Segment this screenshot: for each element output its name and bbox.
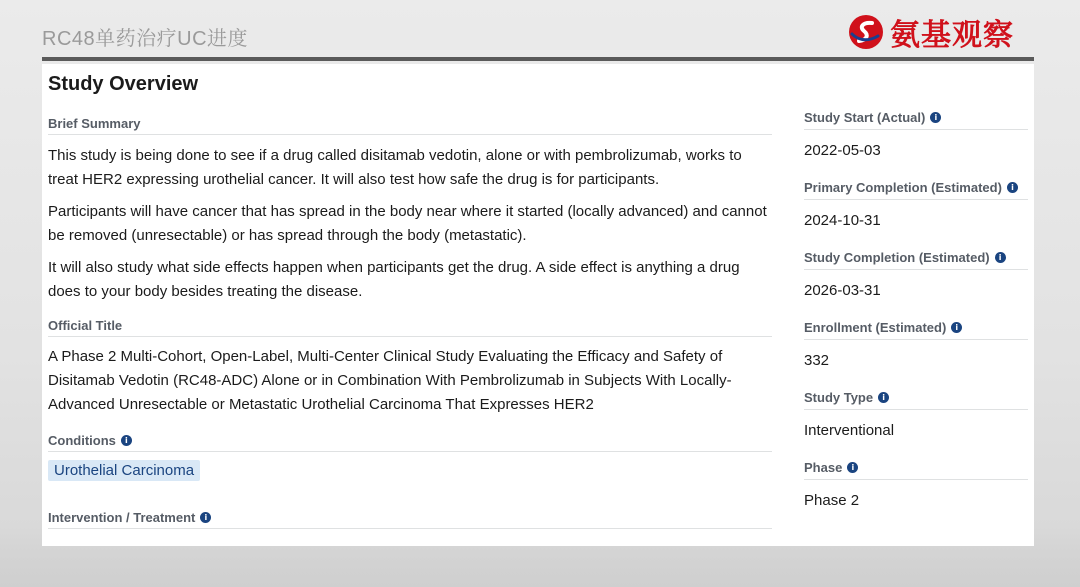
conditions-label: Conditions i xyxy=(48,433,772,452)
brief-summary-paragraph: It will also study what side effects happen when participants get the drug. A side effect is anything a drug does to your body besides treating the disease. xyxy=(48,259,740,300)
info-icon[interactable]: i xyxy=(847,462,858,473)
fact-label: Study Completion (Estimated) i xyxy=(804,250,1028,270)
section-heading: Study Overview xyxy=(48,73,199,95)
logo-mark-icon xyxy=(848,14,884,50)
fact-value: 2022-05-03 xyxy=(804,142,881,159)
slide-title: RC48单药治疗UC进度 xyxy=(42,28,249,50)
fact-item xyxy=(804,180,1028,229)
study-overview-panel xyxy=(42,64,1034,546)
fact-value: 2024-10-31 xyxy=(804,212,881,229)
fact-value: 2026-03-31 xyxy=(804,282,881,299)
info-icon[interactable]: i xyxy=(1007,182,1018,193)
official-title-text: A Phase 2 Multi-Cohort, Open-Label, Multi-Center Clinical Study Evaluating the Efficacy and Safety of Disitamab Vedotin (RC48-ADC) Alone or in Combination With Pembrolizumab in Subjects With Locally-Advanced Unresectable or Metastatic Urothelial Carcinoma That Expresses HER2 xyxy=(48,348,732,413)
brief-summary-label: Brief Summary xyxy=(48,116,772,135)
intervention-label: Intervention / Treatment i xyxy=(48,510,772,529)
brief-summary-paragraph: This study is being done to see if a drug called disitamab vedotin, alone or with pembrolizumab, works to treat HER2 expressing urothelial cancer. It will also test how safe the drug is for participants. xyxy=(48,147,742,188)
fact-item xyxy=(804,390,1028,439)
fact-item xyxy=(804,320,1028,369)
info-icon[interactable]: i xyxy=(930,112,941,123)
fact-item xyxy=(804,460,1028,509)
overview-main-column xyxy=(48,116,772,529)
fact-label: Primary Completion (Estimated) i xyxy=(804,180,1028,200)
study-facts-column xyxy=(804,110,1028,509)
fact-item xyxy=(804,250,1028,299)
fact-label: Study Start (Actual) i xyxy=(804,110,1028,130)
official-title-label: Official Title xyxy=(48,318,772,337)
info-icon[interactable]: i xyxy=(878,392,889,403)
header-divider xyxy=(42,57,1034,61)
fact-value: 332 xyxy=(804,352,830,369)
condition-chip[interactable]: Urothelial Carcinoma xyxy=(48,460,200,481)
fact-label: Phase i xyxy=(804,460,1028,480)
brand-logo xyxy=(848,10,1014,54)
fact-label: Enrollment (Estimated) i xyxy=(804,320,1028,340)
logo-text: 氨基观察 xyxy=(890,18,1014,53)
fact-value: Interventional xyxy=(804,422,895,439)
fact-label: Study Type i xyxy=(804,390,1028,410)
brief-summary-paragraph: Participants will have cancer that has spread in the body near where it started (locally advanced) and cannot be removed (unresectable) or has spread through the body (metastatic). xyxy=(48,203,767,244)
info-icon[interactable]: i xyxy=(995,252,1006,263)
conditions-list xyxy=(48,460,772,481)
info-icon[interactable]: i xyxy=(951,322,962,333)
fact-item xyxy=(804,110,1028,159)
info-icon[interactable]: i xyxy=(121,435,132,446)
info-icon[interactable]: i xyxy=(200,512,211,523)
fact-value: Phase 2 xyxy=(804,492,860,509)
